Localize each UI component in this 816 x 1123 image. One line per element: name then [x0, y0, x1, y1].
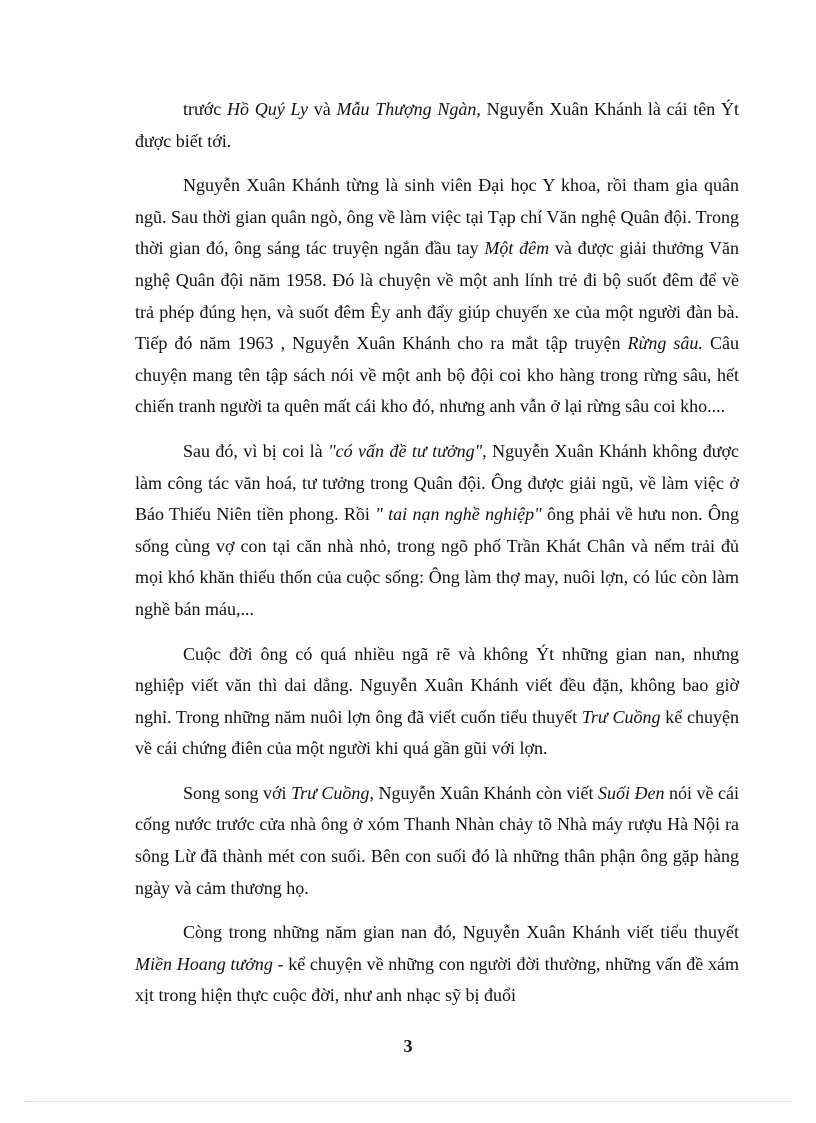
paragraph-4: [135, 639, 739, 765]
italic-title-text: Rừng sâu.: [627, 333, 703, 354]
text-segment: Song song với: [183, 782, 292, 803]
paragraph-3: [135, 436, 739, 626]
paragraph-5: [135, 778, 739, 904]
text-segment: nói về cái cống nước trước cửa nhà ông ở xóm Thanh Nhàn chảy tõ Nhà máy rượu Hà Nội ra sông Lừ đã thành mét con suối. Bên con suối đó là những thân phận ông gặp hàng ngày và cảm thương họ.: [135, 782, 739, 898]
italic-title-text: Trư Cuồng: [581, 706, 661, 727]
paragraph-1: [135, 94, 739, 157]
text-segment: trước: [183, 99, 228, 119]
text-segment: kể chuyện về cái chứng điên của một người khi quá gần gũi với lợn.: [135, 706, 739, 759]
text-segment: Câu chuyện mang tên tập sách nói về một anh bộ đội coi kho hàng trong rừng sâu, hết chiến tranh người ta quên mất cái kho đó, nhưng anh vẫn ở lại rừng sâu coi kho....: [135, 333, 739, 417]
text-segment: Sau đó, vì bị coi là: [183, 440, 329, 461]
italic-title-text: Trư Cuồng: [291, 782, 370, 803]
page-number: 3: [403, 1036, 413, 1056]
italic-title-text: "có vấn đề tư tưởng": [328, 440, 483, 461]
text-segment: Nguyễn Xuân Khánh từng là sinh viên Đại học Y khoa, rồi tham gia quân ngũ. Sau thời gian quân ngò, ông về làm việc tại Tạp chí Văn nghệ Quân đội. Trong thời gian đó, ông sáng tác truyện ngắn đầu tay: [135, 175, 739, 259]
text-segment: và được giải thưởng Văn nghệ Quân đội năm 1958. Đó là chuyện về một anh lính trẻ đi bộ suốt đêm để về trả phép đúng hẹn, và suốt đêm Êy anh đẩy giúp chuyến xe của một người đàn bà. Tiếp đó năm 1963 , Nguyễn Xuân Khánh cho ra mắt tập truyện: [135, 238, 740, 354]
italic-title-text: Miền Hoang tưởng: [135, 953, 273, 974]
text-segment: Cuộc đời ông có quá nhiều ngã rẽ và không Ýt những gian nan, nhưng nghiệp viết văn thì dai dẳng. Nguyễn Xuân Khánh viết đều đặn, không bao giờ nghỉ. Trong những năm nuôi lợn ông đã viết cuốn tiểu thuyết: [135, 643, 739, 727]
paragraph-6: [135, 917, 739, 1012]
italic-title-text: " tai nạn nghề nghiệp": [375, 504, 542, 525]
text-segment: , Nguyễn Xuân Khánh không được làm công tác văn hoá, tư tưởng trong Quân đội. Ông được giải ngũ, về làm việc ở Báo Thiếu Niên tiền phong. Rồi: [135, 440, 740, 525]
text-segment: - kể chuyện về những con người đời thường, những vấn đề xám xịt trong hiện thực cuộc đời, như anh nhạc sỹ bị đuổi: [135, 953, 739, 1006]
italic-title-text: Hồ Quý Ly: [227, 99, 308, 119]
text-segment: và: [307, 99, 337, 119]
text-segment: ông phải về hưu non. Ông sống cùng vợ con tại căn nhà nhỏ, trong ngõ phố Trần Khát Chân và nếm trải đủ mọi khó khăn thiếu thốn của cuộc sống: Ông làm thợ may, nuôi lợn, có lúc còn làm nghề bán máu,...: [135, 504, 739, 619]
footer-dotted-rule: [24, 1101, 792, 1102]
text-segment: , Nguyễn Xuân Khánh là cái tên Ýt được biết tới.: [135, 99, 740, 151]
paragraph-2: [135, 170, 739, 423]
body-text: [135, 94, 739, 1025]
italic-title-text: Suối Đen: [597, 782, 665, 803]
text-segment: , Nguyễn Xuân Khánh còn viết: [369, 782, 598, 803]
italic-title-text: Một đêm: [484, 238, 550, 259]
text-segment: Còng trong những năm gian nan đó, Nguyễn Xuân Khánh viết tiểu thuyết: [183, 922, 739, 943]
italic-title-text: Mẫu Thượng Ngàn: [336, 99, 477, 119]
